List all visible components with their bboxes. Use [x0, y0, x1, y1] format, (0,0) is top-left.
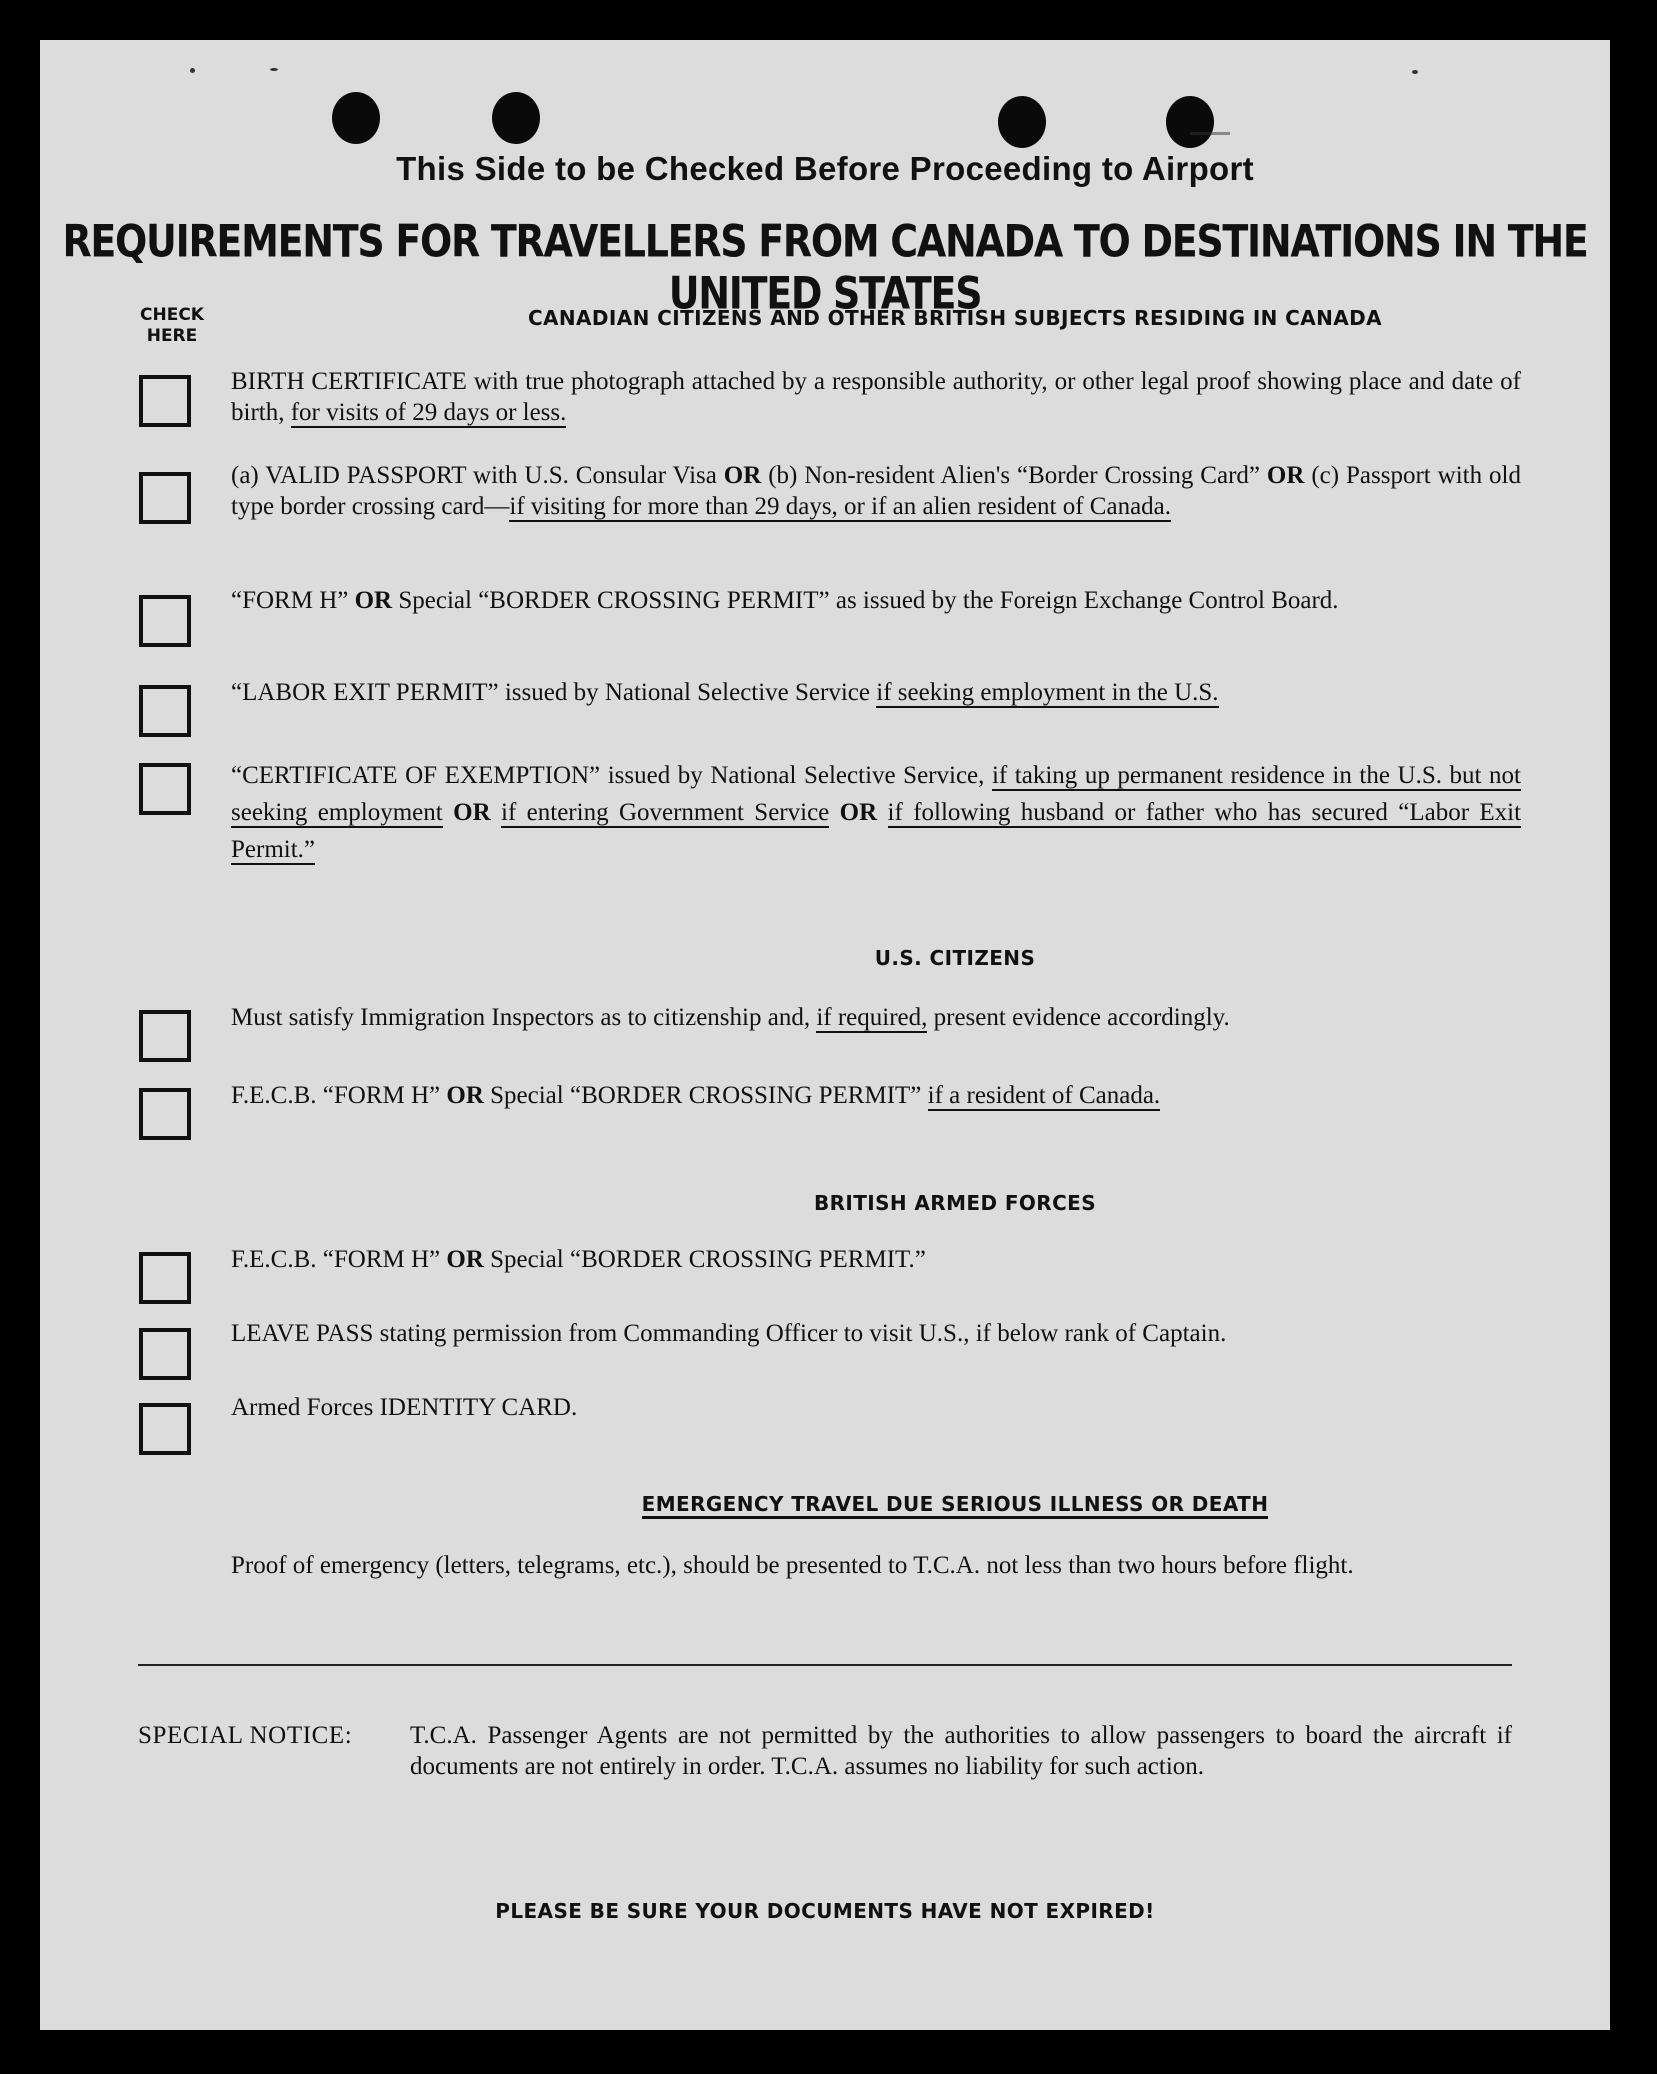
item-text: “LABOR EXIT PERMIT” issued by National Selective Service [231, 679, 877, 706]
checkbox-identity-card[interactable] [139, 1403, 191, 1455]
scan-speck [1190, 132, 1230, 135]
scan-speck [1412, 70, 1418, 74]
checkbox-satisfy-inspectors[interactable] [139, 1010, 191, 1062]
item-text: Special “BORDER CROSSING PERMIT.” [483, 1246, 926, 1273]
divider-line [138, 1664, 1512, 1666]
footer-warning: PLEASE BE SURE YOUR DOCUMENTS HAVE NOT EXPIRED! [495, 1899, 1155, 1923]
spacer [443, 799, 453, 826]
spacer [829, 799, 839, 826]
item-leave-pass: LEAVE PASS stating permission from Commanding Officer to visit U.S., if below rank of Captain. [231, 1320, 1227, 1347]
spacer [877, 799, 887, 826]
scan-speck [270, 68, 278, 71]
item-condition: for visits of 29 days or less. [290, 399, 567, 426]
item-condition: if a resident of Canada. [927, 1082, 1161, 1109]
item-satisfy-inspectors [231, 1002, 1521, 1033]
item-text: “FORM H” [231, 587, 355, 614]
or-label: OR [723, 462, 762, 489]
item-text: (c) Passport with old type border crossing card— [231, 462, 1521, 520]
section-title-canadian: CANADIAN CITIZENS AND OTHER BRITISH SUBJECTS RESIDING IN CANADA [527, 306, 1383, 330]
item-valid-passport [231, 460, 1521, 522]
checkbox-british-form-h[interactable] [139, 1252, 191, 1304]
item-text: Special “BORDER CROSSING PERMIT” as issued by the Foreign Exchange Control Board. [392, 587, 1339, 614]
or-label: OR [839, 799, 878, 826]
checkbox-leave-pass[interactable] [139, 1328, 191, 1380]
section-title-emergency [170, 1492, 1657, 1516]
punch-hole [492, 92, 540, 144]
item-text: BIRTH CERTIFICATE with true photograph attached by a responsible authority, or other legal proof showing place and date of birth, [231, 368, 1521, 426]
special-notice-text: T.C.A. Passenger Agents are not permitted by the authorities to allow passengers to board the aircraft if documents are not entirely in order. T.C.A. assumes no liability for such action. [410, 1722, 1512, 1780]
checkbox-form-h[interactable] [139, 595, 191, 647]
item-condition: if seeking employment in the U.S. [876, 679, 1219, 706]
item-text: (a) VALID PASSPORT with U.S. Consular Visa [231, 462, 724, 489]
or-label: OR [354, 587, 393, 614]
item-condition: if visiting for more than 29 days, or if an alien resident of Canada. [509, 493, 1172, 520]
item-emergency-proof: Proof of emergency (letters, telegrams, etc.), should be presented to T.C.A. not less than two hours before flight. [231, 1552, 1354, 1579]
checkbox-valid-passport[interactable] [139, 472, 191, 524]
item-text: Special “BORDER CROSSING PERMIT” [483, 1082, 928, 1109]
item-text: present evidence accordingly. [927, 1004, 1230, 1031]
section-title-us-citizens: U.S. CITIZENS [874, 946, 1036, 970]
item-us-form-h [231, 1080, 1521, 1111]
scan-speck [190, 68, 195, 73]
or-label: OR [446, 1246, 484, 1273]
item-british-form-h [231, 1244, 1521, 1275]
item-text: F.E.C.B. “FORM H” [231, 1246, 447, 1273]
item-condition: if taking up permanent residence in the U.S. but not seeking employment [231, 762, 1521, 826]
checkbox-us-form-h[interactable] [139, 1088, 191, 1140]
item-identity-card: Armed Forces IDENTITY CARD. [231, 1394, 578, 1421]
emergency-title-text: EMERGENCY TRAVEL DUE SERIOUS ILLNESS OR DEATH [642, 1492, 1269, 1519]
punch-hole [998, 96, 1046, 148]
punch-hole [1166, 96, 1214, 148]
item-text: “CERTIFICATE OF EXEMPTION” issued by National Selective Service, [231, 762, 992, 789]
item-text: Must satisfy Immigration Inspectors as to citizenship and, [231, 1004, 817, 1031]
checkbox-labor-exit-permit[interactable] [139, 685, 191, 737]
item-condition: if following husband or father who has secured “Labor Exit Permit.” [231, 799, 1522, 863]
item-condition: if entering Government Service [501, 799, 830, 826]
main-heading: REQUIREMENTS FOR TRAVELLERS FROM CANADA TO DESTINATIONS IN THE UNITED STATES [62, 215, 1588, 319]
checkbox-certificate-of-exemption[interactable] [139, 763, 191, 815]
checkbox-birth-certificate[interactable] [139, 375, 191, 427]
check-here-line-2: HERE [146, 326, 198, 346]
punch-hole [332, 92, 380, 144]
item-labor-exit-permit [231, 677, 1521, 708]
item-form-h [231, 585, 1521, 616]
item-text: F.E.C.B. “FORM H” [231, 1082, 447, 1109]
section-title-british-armed-forces: BRITISH ARMED FORCES [813, 1191, 1097, 1215]
top-heading: This Side to be Checked Before Proceeding to Airport [396, 150, 1254, 187]
or-label: OR [446, 1082, 484, 1109]
item-certificate-of-exemption [231, 757, 1521, 868]
or-label: OR [453, 799, 491, 826]
item-condition: if required, [816, 1004, 928, 1031]
spacer [491, 799, 501, 826]
document-page [40, 40, 1610, 2030]
special-notice-label: SPECIAL NOTICE: [138, 1722, 353, 1749]
or-label: OR [1266, 462, 1305, 489]
item-birth-certificate [231, 366, 1521, 428]
item-text: (b) Non-resident Alien's “Border Crossing Card” [761, 462, 1267, 489]
check-here-line-1: CHECK [140, 305, 204, 325]
